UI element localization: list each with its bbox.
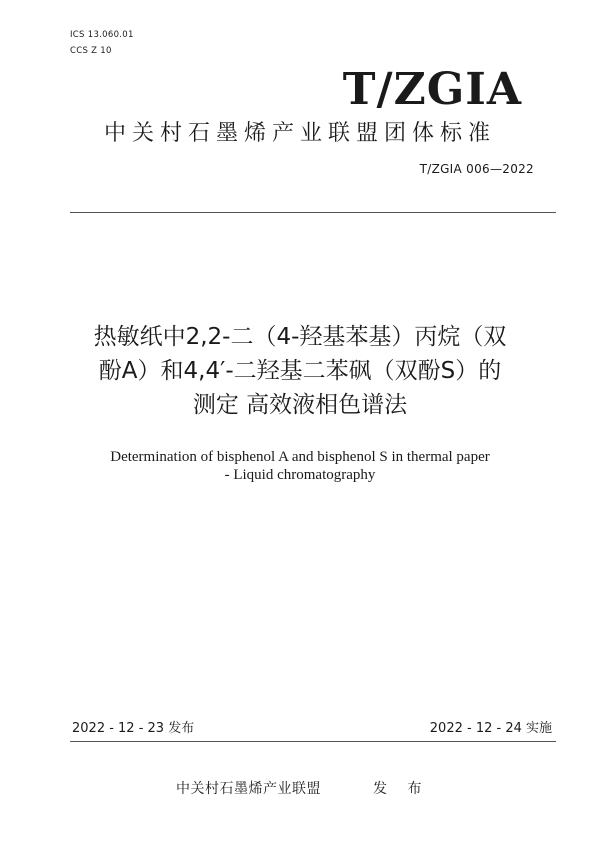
issue-date: 2022 - 12 - 23 发布 [72,721,195,736]
ics-code: ICS 13.060.01 [70,30,134,40]
ccs-code: CCS Z 10 [70,46,112,56]
title-en-line: - Liquid chromatography [224,467,376,483]
title-cn-line: 热敏纸中2,2-二（4-羟基苯基）丙烷（双 [93,324,507,350]
title-cn-line: 酚A）和4,4′-二羟基二苯砜（双酚S）的 [98,358,502,384]
document-title-english [0,448,600,484]
document-title-chinese [0,320,600,422]
title-en-line: Determination of bisphenol A and bisphenol S in thermal paper [110,449,490,465]
standard-brand-logo: T/ZGIA [342,64,522,115]
organization-standard-title: 中关村石墨烯产业联盟团体标准 [103,121,496,146]
footer-divider [70,741,556,742]
implementation-date: 2022 - 12 - 24 实施 [429,721,552,736]
title-cn-line: 测定 高效液相色谱法 [192,392,408,418]
header-divider [70,212,556,213]
publish-label: 发 布 [373,781,430,797]
publisher-name: 中关村石墨烯产业联盟 [176,781,321,797]
standard-number: T/ZGIA 006—2022 [419,162,534,176]
